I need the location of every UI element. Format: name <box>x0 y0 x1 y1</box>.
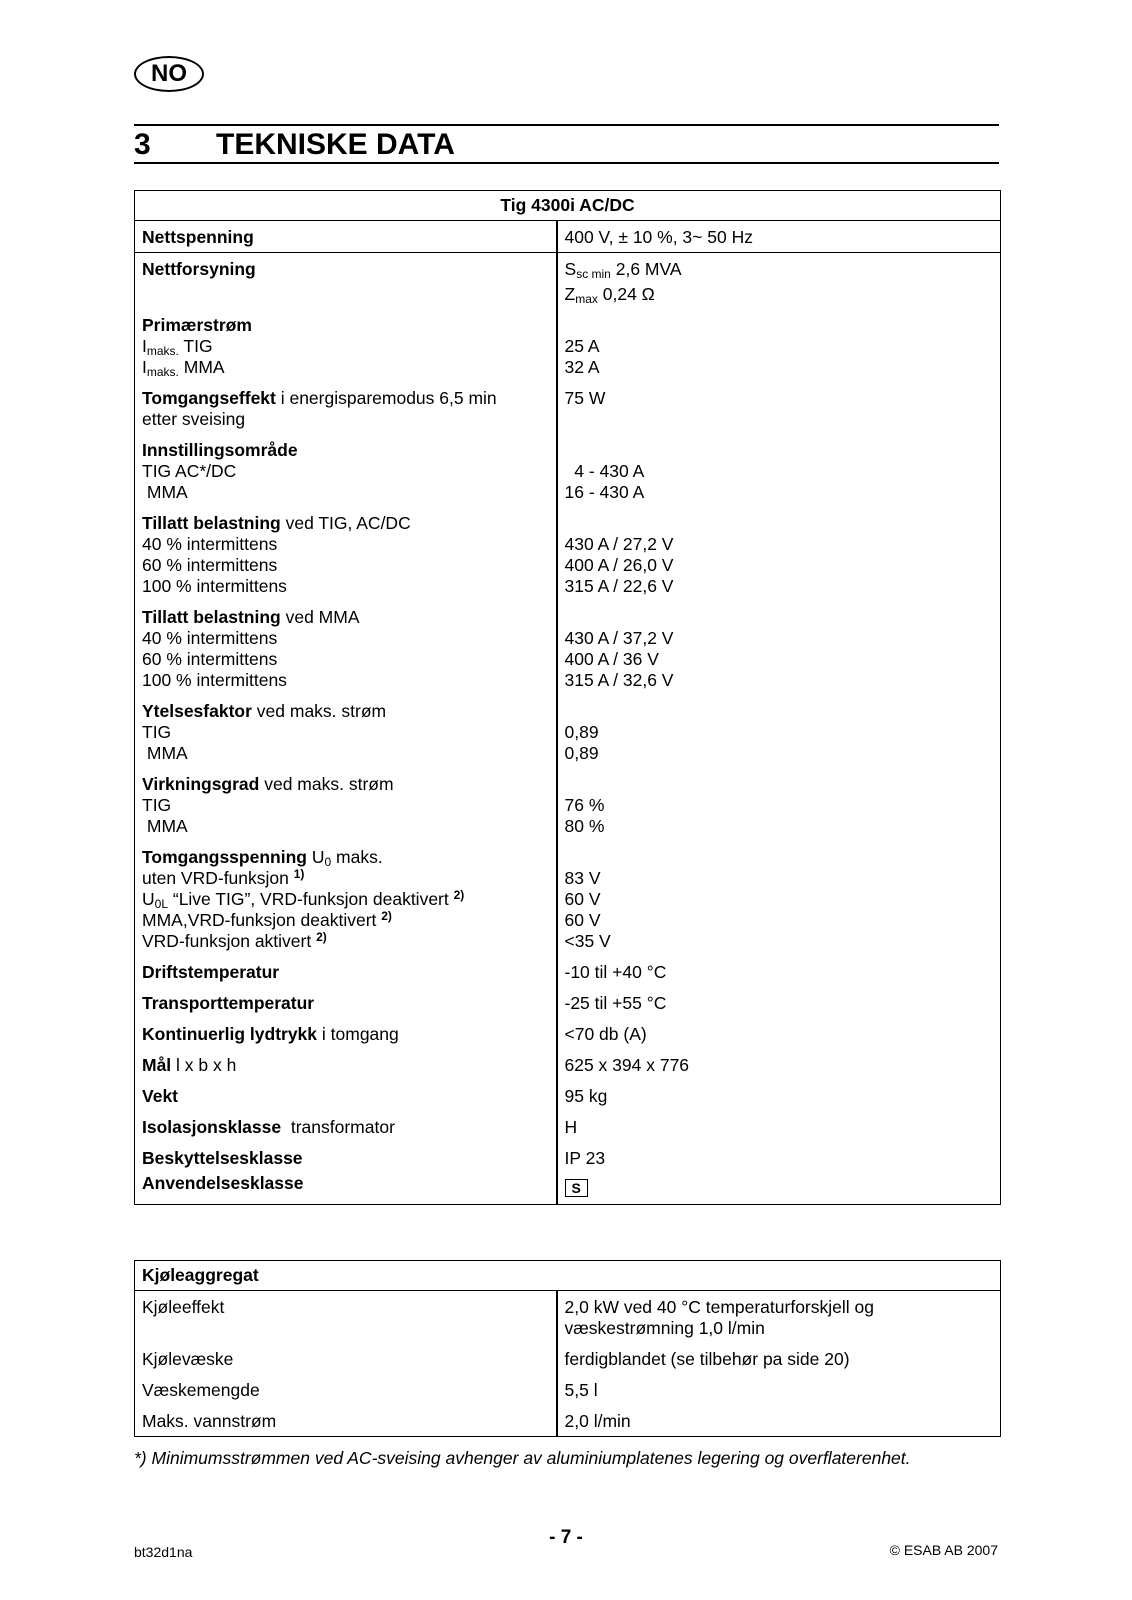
row-label: Kjølevæske <box>135 1343 557 1374</box>
row-value: 83 V 60 V 60 V <35 V <box>557 841 1001 956</box>
model-header: Tig 4300i AC/DC <box>135 191 1001 221</box>
table-row <box>135 1049 1001 1080</box>
row-value: -25 til +55 °C <box>557 987 1001 1018</box>
row-value: ferdigblandet (se tilbehør pa side 20) <box>557 1343 1001 1374</box>
table-row <box>135 1374 1001 1405</box>
row-label: Anvendelsesklasse <box>135 1173 557 1205</box>
table-row <box>135 434 1001 507</box>
row-label: Maks. vannstrøm <box>135 1405 557 1437</box>
row-label: Kjøleeffekt <box>135 1291 557 1344</box>
table-row <box>135 956 1001 987</box>
row-value: $S_{sc min}$ 2,6 MVA $Z_{max}$ 0,24 Ω <box>557 253 1001 310</box>
table-row <box>135 1111 1001 1142</box>
copyright: © ESAB AB 2007 <box>889 1542 998 1558</box>
row-label: Primærstrøm $I_{maks.}$ TIG $I_{maks.}$ MMA <box>135 309 557 382</box>
row-value: 400 V, ± 10 %, 3~ 50 Hz <box>557 221 1001 253</box>
section-number: 3 <box>134 128 151 161</box>
row-label: Tomgangsspenning $U_0$ maks. uten VRD-funksjon $^{1)}$ $U_{0L}$ “Live TIG”, VRD-funksjon deaktivert $^{2)}$ MMA,VRD-funksjon deaktivert $^{2)}$ VRD-funksjon aktivert $^{2)}$ <box>135 841 557 956</box>
table-row <box>135 768 1001 841</box>
row-label: Tillatt belastning ved MMA 40 % intermittens 60 % intermittens 100 % intermittens <box>135 601 557 695</box>
row-value <box>557 1173 1001 1205</box>
heading-top-rule <box>134 124 999 126</box>
table-row <box>135 1080 1001 1111</box>
table-row <box>135 1343 1001 1374</box>
row-label: Innstillingsområde TIG AC*/DC MMA <box>135 434 557 507</box>
table-row <box>135 221 1001 253</box>
row-value: 625 x 394 x 776 <box>557 1049 1001 1080</box>
row-value: 430 A / 27,2 V 400 A / 26,0 V 315 A / 22,6 V <box>557 507 1001 601</box>
row-label: Nettforsyning <box>135 253 557 310</box>
row-value: 2,0 l/min <box>557 1405 1001 1437</box>
row-label: Tomgangseffekt i energisparemodus 6,5 min etter sveising <box>135 382 557 434</box>
document-code: bt32d1na <box>134 1544 193 1560</box>
row-label: Virkningsgrad ved maks. strøm TIG MMA <box>135 768 557 841</box>
cooling-header: Kjøleaggregat <box>135 1261 1001 1291</box>
row-label: Isolasjonsklasse transformator <box>135 1111 557 1142</box>
table-row <box>135 1173 1001 1205</box>
table-row <box>135 1405 1001 1437</box>
row-label: Ytelsesfaktor ved maks. strøm TIG MMA <box>135 695 557 768</box>
table-row <box>135 695 1001 768</box>
table-header-row <box>135 1261 1001 1291</box>
table-row <box>135 253 1001 310</box>
technical-data-table <box>134 190 1001 1205</box>
row-label: Kontinuerlig lydtrykk i tomgang <box>135 1018 557 1049</box>
language-badge: NO <box>134 56 204 92</box>
row-label: Beskyttelsesklasse <box>135 1142 557 1173</box>
page-number: - 7 - <box>549 1527 583 1548</box>
table-row <box>135 987 1001 1018</box>
footnote: *) Minimumsstrømmen ved AC-sveising avhenger av aluminiumplatenes legering og overflaterenhet. <box>134 1448 911 1468</box>
row-value: 4 - 430 A 16 - 430 A <box>557 434 1001 507</box>
table-row <box>135 841 1001 956</box>
table-header-row <box>135 191 1001 221</box>
row-label: Tillatt belastning ved TIG, AC/DC 40 % intermittens 60 % intermittens 100 % intermittens <box>135 507 557 601</box>
table-row <box>135 1291 1001 1344</box>
table-row <box>135 309 1001 382</box>
row-value: 25 A 32 A <box>557 309 1001 382</box>
row-label: Driftstemperatur <box>135 956 557 987</box>
row-value: -10 til +40 °C <box>557 956 1001 987</box>
row-value: H <box>557 1111 1001 1142</box>
row-value: IP 23 <box>557 1142 1001 1173</box>
row-label: Væskemengde <box>135 1374 557 1405</box>
table-row <box>135 601 1001 695</box>
row-label: Mål l x b x h <box>135 1049 557 1080</box>
row-label: Nettspenning <box>135 221 557 253</box>
heading-bottom-rule <box>134 162 999 164</box>
section-title: TEKNISKE DATA <box>216 128 455 161</box>
row-value: <70 db (A) <box>557 1018 1001 1049</box>
table-row <box>135 507 1001 601</box>
section-heading <box>134 128 455 162</box>
row-value: 2,0 kW ved 40 °C temperaturforskjell og væskestrømning 1,0 l/min <box>557 1291 1001 1344</box>
row-value: 5,5 l <box>557 1374 1001 1405</box>
row-value: 430 A / 37,2 V 400 A / 36 V 315 A / 32,6 V <box>557 601 1001 695</box>
table-row <box>135 1018 1001 1049</box>
row-value: 0,89 0,89 <box>557 695 1001 768</box>
table-row <box>135 1142 1001 1173</box>
row-label: Transporttemperatur <box>135 987 557 1018</box>
application-class-symbol: S <box>565 1179 588 1197</box>
table-row <box>135 382 1001 434</box>
row-label: Vekt <box>135 1080 557 1111</box>
row-value: 76 % 80 % <box>557 768 1001 841</box>
row-value: 95 kg <box>557 1080 1001 1111</box>
cooling-unit-table <box>134 1260 1001 1437</box>
row-value: 75 W <box>557 382 1001 434</box>
